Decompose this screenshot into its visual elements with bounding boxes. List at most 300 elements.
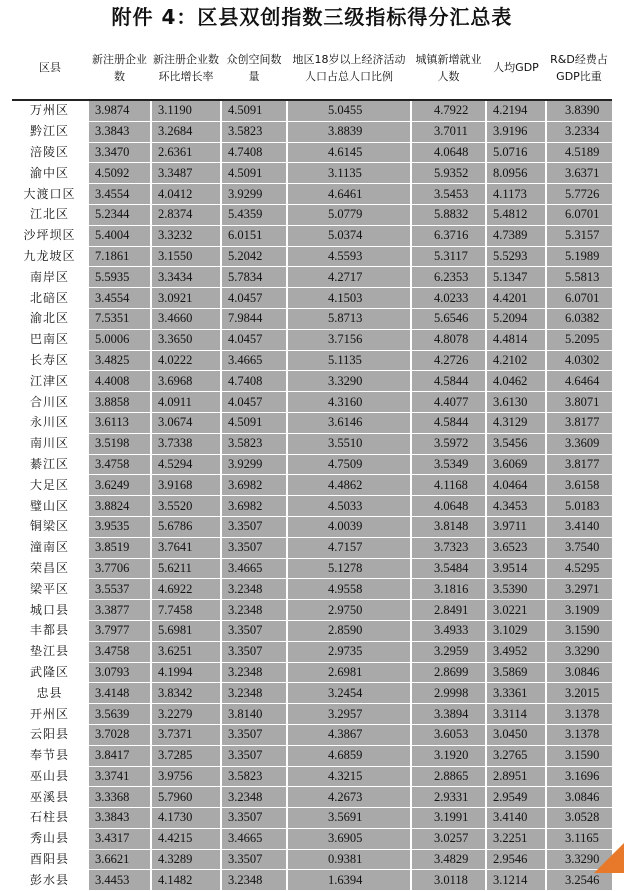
score-cell: 3.4665 [221, 828, 287, 849]
score-cell: 5.6981 [151, 620, 221, 641]
score-cell: 3.7641 [151, 537, 221, 558]
county-cell: 荣昌区 [12, 558, 88, 579]
score-cell: 4.0412 [151, 184, 221, 205]
table-row [12, 121, 612, 142]
score-cell: 4.0464 [486, 475, 546, 496]
county-cell: 梁平区 [12, 579, 88, 600]
score-cell: 3.1378 [546, 704, 612, 725]
table-row [12, 579, 612, 600]
score-cell: 4.7389 [486, 225, 546, 246]
score-cell: 3.4829 [411, 849, 486, 870]
score-cell: 3.7156 [287, 329, 411, 350]
header-maker-spaces: 众创空间数量 [221, 36, 287, 100]
score-cell: 4.6859 [287, 745, 411, 766]
score-cell: 3.1029 [486, 620, 546, 641]
score-cell: 5.2094 [486, 308, 546, 329]
score-cell: 3.7011 [411, 121, 486, 142]
score-cell: 4.0462 [486, 371, 546, 392]
score-cell: 3.0846 [546, 787, 612, 808]
score-cell: 3.2251 [486, 828, 546, 849]
table-row [12, 433, 612, 454]
table-row [12, 745, 612, 766]
score-cell: 3.3609 [546, 433, 612, 454]
score-cell: 3.3894 [411, 704, 486, 725]
score-cell: 4.5189 [546, 142, 612, 163]
score-cell: 3.1550 [151, 246, 221, 267]
score-cell: 3.3843 [88, 808, 151, 829]
score-cell: 0.9381 [287, 849, 411, 870]
corner-decoration [594, 843, 624, 873]
score-cell: 3.2015 [546, 683, 612, 704]
score-cell: 3.5972 [411, 433, 486, 454]
score-cell: 3.3361 [486, 683, 546, 704]
score-cell: 4.7509 [287, 454, 411, 475]
score-cell: 3.1190 [151, 100, 221, 121]
score-cell: 3.7338 [151, 433, 221, 454]
score-cell: 3.8177 [546, 412, 612, 433]
county-cell: 南川区 [12, 433, 88, 454]
score-cell: 4.2726 [411, 350, 486, 371]
score-cell: 3.4952 [486, 641, 546, 662]
table-row [12, 454, 612, 475]
header-new-registered-firms: 新注册企业数 [88, 36, 151, 100]
score-cell: 3.0257 [411, 828, 486, 849]
score-cell: 4.7157 [287, 537, 411, 558]
county-cell: 武隆区 [12, 662, 88, 683]
county-cell: 城口县 [12, 600, 88, 621]
score-cell: 2.8699 [411, 662, 486, 683]
score-cell: 3.3290 [287, 371, 411, 392]
score-cell: 3.6158 [546, 475, 612, 496]
county-cell: 巴南区 [12, 329, 88, 350]
score-cell: 3.8839 [287, 121, 411, 142]
score-cell: 4.5295 [546, 558, 612, 579]
score-cell: 3.1214 [486, 870, 546, 891]
score-cell: 4.5593 [287, 246, 411, 267]
county-cell: 铜梁区 [12, 516, 88, 537]
score-cell: 3.3507 [221, 745, 287, 766]
score-cell: 4.3129 [486, 412, 546, 433]
score-cell: 5.2042 [221, 246, 287, 267]
score-cell: 7.9844 [221, 308, 287, 329]
score-cell: 3.4758 [88, 641, 151, 662]
score-cell: 3.1165 [546, 828, 612, 849]
score-cell: 4.6922 [151, 579, 221, 600]
score-cell: 4.5091 [221, 100, 287, 121]
county-cell: 垫江县 [12, 641, 88, 662]
score-cell: 3.4660 [151, 308, 221, 329]
score-cell: 4.4862 [287, 475, 411, 496]
score-cell: 3.9196 [486, 121, 546, 142]
county-cell: 涪陵区 [12, 142, 88, 163]
score-cell: 3.2348 [221, 662, 287, 683]
score-cell: 4.2102 [486, 350, 546, 371]
score-cell: 3.4665 [221, 558, 287, 579]
score-cell: 5.9352 [411, 163, 486, 184]
score-cell: 3.5537 [88, 579, 151, 600]
table-row [12, 475, 612, 496]
header-active-population-ratio: 地区18岁以上经济活动人口占总人口比例 [287, 36, 411, 100]
county-cell: 开州区 [12, 704, 88, 725]
county-cell: 秀山县 [12, 828, 88, 849]
score-cell: 4.1994 [151, 662, 221, 683]
score-cell: 3.3290 [546, 641, 612, 662]
score-cell: 2.9546 [486, 849, 546, 870]
score-cell: 3.2348 [221, 787, 287, 808]
table-row [12, 516, 612, 537]
score-cell: 4.3289 [151, 849, 221, 870]
score-cell: 3.5823 [221, 121, 287, 142]
score-cell: 3.6249 [88, 475, 151, 496]
score-cell: 3.1135 [287, 163, 411, 184]
score-cell: 3.2684 [151, 121, 221, 142]
score-cell: 4.0648 [411, 496, 486, 517]
county-cell: 长寿区 [12, 350, 88, 371]
table-row [12, 849, 612, 870]
score-cell: 2.8865 [411, 766, 486, 787]
page-title: 附件 4：区县双创指数三级指标得分汇总表 [111, 5, 513, 29]
score-cell: 3.3470 [88, 142, 151, 163]
score-cell: 3.4933 [411, 620, 486, 641]
score-cell: 3.3507 [221, 641, 287, 662]
score-cell: 3.0528 [546, 808, 612, 829]
score-cell: 3.5510 [287, 433, 411, 454]
score-cell: 5.4004 [88, 225, 151, 246]
score-cell: 3.5456 [486, 433, 546, 454]
table-row [12, 184, 612, 205]
score-cell: 3.4140 [546, 516, 612, 537]
score-cell: 4.0911 [151, 392, 221, 413]
score-cell: 6.0382 [546, 308, 612, 329]
table-row [12, 828, 612, 849]
score-cell: 3.9535 [88, 516, 151, 537]
score-cell: 2.8374 [151, 204, 221, 225]
score-cell: 6.2353 [411, 267, 486, 288]
county-cell: 酉阳县 [12, 849, 88, 870]
score-cell: 3.9168 [151, 475, 221, 496]
score-cell: 3.7706 [88, 558, 151, 579]
score-cell: 5.0374 [287, 225, 411, 246]
score-cell: 4.8078 [411, 329, 486, 350]
score-cell: 3.5869 [486, 662, 546, 683]
score-cell: 3.2334 [546, 121, 612, 142]
score-cell: 4.0648 [411, 142, 486, 163]
score-cell: 6.3716 [411, 225, 486, 246]
score-cell: 3.9756 [151, 766, 221, 787]
score-cell: 3.3507 [221, 808, 287, 829]
table-row [12, 724, 612, 745]
score-cell: 4.5844 [411, 412, 486, 433]
county-cell: 黔江区 [12, 121, 88, 142]
county-cell: 丰都县 [12, 620, 88, 641]
table-row [12, 870, 612, 891]
score-cell: 3.2971 [546, 579, 612, 600]
score-cell: 4.4814 [486, 329, 546, 350]
score-cell: 1.6394 [287, 870, 411, 891]
score-cell: 3.6146 [287, 412, 411, 433]
score-cell: 5.5293 [486, 246, 546, 267]
score-cell: 3.5453 [411, 184, 486, 205]
score-cell: 6.0701 [546, 204, 612, 225]
table-row [12, 558, 612, 579]
score-cell: 3.2957 [287, 704, 411, 725]
score-cell: 4.1173 [486, 184, 546, 205]
score-cell: 5.8832 [411, 204, 486, 225]
score-cell: 4.5033 [287, 496, 411, 517]
score-cell: 3.8417 [88, 745, 151, 766]
county-cell: 石柱县 [12, 808, 88, 829]
score-cell: 5.3157 [546, 225, 612, 246]
score-cell: 4.1730 [151, 808, 221, 829]
score-cell: 3.1920 [411, 745, 486, 766]
score-cell: 3.4148 [88, 683, 151, 704]
county-cell: 永川区 [12, 412, 88, 433]
score-cell: 4.5091 [221, 412, 287, 433]
score-cell: 3.6968 [151, 371, 221, 392]
score-cell: 4.3453 [486, 496, 546, 517]
table-row [12, 496, 612, 517]
score-cell: 3.2348 [221, 683, 287, 704]
score-cell: 5.4812 [486, 204, 546, 225]
score-cell: 5.0183 [546, 496, 612, 517]
score-cell: 3.6905 [287, 828, 411, 849]
score-cell: 4.4077 [411, 392, 486, 413]
score-cell: 3.1909 [546, 600, 612, 621]
score-cell: 3.2348 [221, 600, 287, 621]
table-row [12, 100, 612, 121]
score-cell: 4.3867 [287, 724, 411, 745]
score-cell: 5.3117 [411, 246, 486, 267]
table-row [12, 142, 612, 163]
table-row [12, 329, 612, 350]
score-cell: 3.5198 [88, 433, 151, 454]
county-cell: 渝北区 [12, 308, 88, 329]
table-row [12, 704, 612, 725]
county-cell: 巫溪县 [12, 787, 88, 808]
score-cell: 3.0921 [151, 288, 221, 309]
score-cell: 3.8519 [88, 537, 151, 558]
score-cell: 3.1590 [546, 745, 612, 766]
score-cell: 3.5520 [151, 496, 221, 517]
score-cell: 4.4215 [151, 828, 221, 849]
score-cell: 3.3877 [88, 600, 151, 621]
county-cell: 万州区 [12, 100, 88, 121]
score-cell: 3.5484 [411, 558, 486, 579]
score-cell: 3.3741 [88, 766, 151, 787]
header-county: 区县 [12, 36, 88, 100]
score-cell: 3.6251 [151, 641, 221, 662]
score-cell: 4.0039 [287, 516, 411, 537]
score-cell: 4.3160 [287, 392, 411, 413]
score-cell: 5.5935 [88, 267, 151, 288]
table-row [12, 246, 612, 267]
table-row [12, 662, 612, 683]
table-row [12, 683, 612, 704]
score-cell: 3.6053 [411, 724, 486, 745]
score-cell: 5.0716 [486, 142, 546, 163]
score-cell: 4.6464 [546, 371, 612, 392]
score-cell: 3.2546 [546, 870, 612, 891]
score-cell: 3.1378 [546, 724, 612, 745]
score-cell: 2.9998 [411, 683, 486, 704]
score-cell: 3.6982 [221, 475, 287, 496]
score-cell: 3.4554 [88, 288, 151, 309]
score-cell: 3.2765 [486, 745, 546, 766]
score-cell: 4.7408 [221, 142, 287, 163]
score-cell: 3.8342 [151, 683, 221, 704]
score-cell: 4.4008 [88, 371, 151, 392]
score-cell: 7.1861 [88, 246, 151, 267]
score-cell: 4.6461 [287, 184, 411, 205]
score-cell: 4.5092 [88, 163, 151, 184]
score-cell: 3.0846 [546, 662, 612, 683]
score-cell: 3.5823 [221, 433, 287, 454]
score-cell: 7.5351 [88, 308, 151, 329]
score-cell: 3.8140 [221, 704, 287, 725]
county-cell: 九龙坡区 [12, 246, 88, 267]
score-cell: 4.2194 [486, 100, 546, 121]
score-cell: 3.1590 [546, 620, 612, 641]
score-cell: 4.4201 [486, 288, 546, 309]
table-row [12, 641, 612, 662]
county-cell: 巫山县 [12, 766, 88, 787]
county-cell: 忠县 [12, 683, 88, 704]
score-cell: 3.1991 [411, 808, 486, 829]
score-cell: 4.5844 [411, 371, 486, 392]
score-cell: 2.8951 [486, 766, 546, 787]
score-cell: 3.0221 [486, 600, 546, 621]
score-cell: 3.0674 [151, 412, 221, 433]
score-cell: 5.1135 [287, 350, 411, 371]
score-cell: 3.5823 [221, 766, 287, 787]
score-cell: 4.0457 [221, 392, 287, 413]
score-cell: 3.9299 [221, 184, 287, 205]
score-cell: 5.0779 [287, 204, 411, 225]
score-cell: 3.5691 [287, 808, 411, 829]
county-cell: 云阳县 [12, 724, 88, 745]
score-cell: 5.5813 [546, 267, 612, 288]
score-cell: 3.6371 [546, 163, 612, 184]
table-row [12, 808, 612, 829]
score-cell: 3.3843 [88, 121, 151, 142]
score-cell: 5.0455 [287, 100, 411, 121]
score-cell: 3.4140 [486, 808, 546, 829]
score-cell: 3.3507 [221, 724, 287, 745]
score-cell: 3.0118 [411, 870, 486, 891]
header-rd-gdp-ratio: R&D经费占GDP比重 [546, 36, 612, 100]
table-row [12, 537, 612, 558]
score-cell: 5.7834 [221, 267, 287, 288]
score-cell: 7.7458 [151, 600, 221, 621]
county-cell: 渝中区 [12, 163, 88, 184]
table-row [12, 163, 612, 184]
score-cell: 4.1482 [151, 870, 221, 891]
score-cell: 5.8713 [287, 308, 411, 329]
table-row [12, 288, 612, 309]
table-body [12, 100, 612, 891]
table-row [12, 350, 612, 371]
score-cell: 5.2344 [88, 204, 151, 225]
county-cell: 北碚区 [12, 288, 88, 309]
county-cell: 大足区 [12, 475, 88, 496]
score-cell: 5.1278 [287, 558, 411, 579]
score-cell: 2.9331 [411, 787, 486, 808]
score-cell: 4.2717 [287, 267, 411, 288]
header-new-urban-jobs: 城镇新增就业人数 [411, 36, 486, 100]
county-cell: 江北区 [12, 204, 88, 225]
score-cell: 3.2279 [151, 704, 221, 725]
score-cell: 3.9299 [221, 454, 287, 475]
score-cell: 4.5294 [151, 454, 221, 475]
score-cell: 3.6982 [221, 496, 287, 517]
score-cell: 4.0302 [546, 350, 612, 371]
score-cell: 2.9735 [287, 641, 411, 662]
score-cell: 3.2959 [411, 641, 486, 662]
score-cell: 3.6130 [486, 392, 546, 413]
score-cell: 4.1168 [411, 475, 486, 496]
score-cell: 4.5091 [221, 163, 287, 184]
score-cell: 3.0793 [88, 662, 151, 683]
score-cell: 3.8390 [546, 100, 612, 121]
table-row [12, 787, 612, 808]
county-cell: 沙坪坝区 [12, 225, 88, 246]
score-cell: 4.0233 [411, 288, 486, 309]
county-cell: 江津区 [12, 371, 88, 392]
score-cell: 6.0151 [221, 225, 287, 246]
county-cell: 璧山区 [12, 496, 88, 517]
score-cell: 5.1347 [486, 267, 546, 288]
score-cell: 5.7960 [151, 787, 221, 808]
table-row [12, 267, 612, 288]
score-cell: 5.6546 [411, 308, 486, 329]
table-row [12, 600, 612, 621]
score-cell: 3.9514 [486, 558, 546, 579]
score-cell: 3.7028 [88, 724, 151, 745]
score-cell: 3.3290 [546, 849, 612, 870]
score-cell: 2.8590 [287, 620, 411, 641]
score-cell: 3.2348 [221, 870, 287, 891]
score-cell: 3.6621 [88, 849, 151, 870]
score-cell: 3.6523 [486, 537, 546, 558]
score-cell: 3.5639 [88, 704, 151, 725]
table-row [12, 766, 612, 787]
score-cell: 5.2095 [546, 329, 612, 350]
score-cell: 3.7285 [151, 745, 221, 766]
score-cell: 3.8177 [546, 454, 612, 475]
score-cell: 3.6113 [88, 412, 151, 433]
table-row [12, 620, 612, 641]
score-cell: 5.0006 [88, 329, 151, 350]
score-cell: 6.0701 [546, 288, 612, 309]
score-cell: 3.2348 [221, 579, 287, 600]
table-row [12, 308, 612, 329]
score-cell: 3.1816 [411, 579, 486, 600]
score-cell: 3.3507 [221, 516, 287, 537]
score-cell: 3.9711 [486, 516, 546, 537]
score-cell: 3.7371 [151, 724, 221, 745]
score-cell: 3.3507 [221, 620, 287, 641]
header-gdp-per-capita: 人均GDP [486, 36, 546, 100]
score-cell: 3.7323 [411, 537, 486, 558]
score-cell: 4.2673 [287, 787, 411, 808]
table-row [12, 392, 612, 413]
score-table [12, 36, 612, 891]
county-cell: 合川区 [12, 392, 88, 413]
score-cell: 5.4359 [221, 204, 287, 225]
score-cell: 3.6069 [486, 454, 546, 475]
score-cell: 3.8858 [88, 392, 151, 413]
score-cell: 5.7726 [546, 184, 612, 205]
